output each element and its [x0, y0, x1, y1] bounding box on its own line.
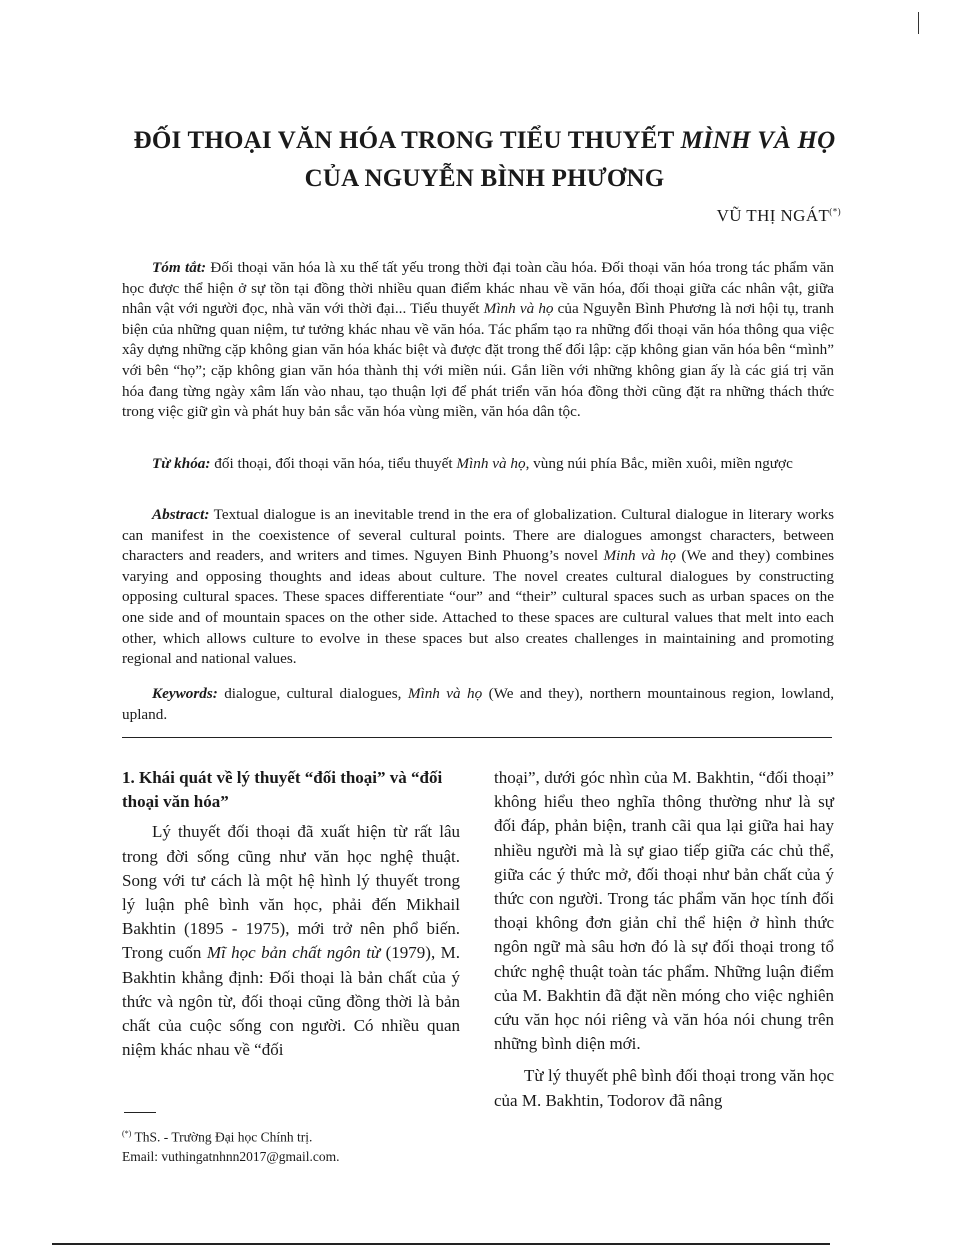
keywords-english: Keywords: dialogue, cultural dialogues, Mình và họ (We and they), northern mountainous region, lowland, upland.	[122, 685, 834, 723]
summary-vietnamese: Tóm tắt: Đối thoại văn hóa là xu thế tất yếu trong thời đại toàn cầu hóa. Đối thoại văn hóa trong tác phẩm văn học được thể hiện ở sự tồn tại đồng thời nhiều quan điểm khác nhau về văn hóa, đối thoại giữa các nhân vật, giữa nhân vật với người đọc, nhà văn với thời đại... Tiểu thuyết Mình và họ của Nguyễn Bình Phương là nơi hội tụ, tranh biện của những quan niệm, tư tưởng khác nhau về văn hóa. Tác phẩm tạo ra những đối thoại văn hóa thông qua việc xây dựng những cặp không gian văn hóa khác biệt và được đặt trong thế đối lập: cặp không gian văn hóa bên “mình” với bên “họ”; cặp không gian văn hóa thành thị với miền núi. Gắn liền với những không gian ấy là các giá trị văn hóa đang từng ngày xâm lấn vào nhau, tạo thuận lợi để phát triển văn hóa đồng thời cũng đặt ra những thách thức trong việc giữ gìn và phát huy bản sắc văn hóa vùng miền, văn hóa dân tộc.	[122, 259, 834, 421]
section-heading: 1. Khái quát về lý thuyết “đối thoại” và “đối thoại văn hóa”	[122, 768, 443, 812]
abstract-label: Abstract:	[152, 506, 210, 523]
body-paragraph: Từ lý thuyết phê bình đối thoại trong văn học của M. Bakhtin, Todorov đã nâng	[494, 1066, 834, 1110]
article-title	[60, 122, 909, 198]
footnote-affiliation: ThS. - Trường Đại học Chính trị.	[131, 1129, 313, 1145]
body-paragraph-continued: thoại”, dưới góc nhìn của M. Bakhtin, “đối thoại” không hiểu theo nghĩa thông thường như là sự đối đáp, phản biện, tranh cãi qua lại giữa hai hay nhiều người mà là sự giao tiếp giữa các chủ thể, giữa các ý thức mở, đối thoại như bản chất của ý thức con người. Trong tác phẩm văn học tính đối thoại không đơn giản chỉ thể hiện ở hình thức ngôn ngữ mà sâu hơn đó là sự đối thoại trong tổ chức nghệ thuật toàn tác phẩm. Những luận điểm của M. Bakhtin đã đặt nền móng cho việc nghiên cứu văn học nói riêng và văn hóa nói chung trên những bình diện mới.	[494, 768, 834, 1054]
column-left	[122, 766, 460, 1062]
title-novel-name: MÌNH VÀ HỌ	[680, 127, 836, 154]
title-text: ĐỐI THOẠI VĂN HÓA TRONG TIỂU THUYẾT	[133, 127, 681, 154]
footnote-mark: (*)	[122, 1129, 132, 1138]
footnote-email: Email: vuthingatnhnn2017@gmail.com.	[122, 1148, 340, 1164]
keywords-en-label: Keywords:	[152, 685, 218, 702]
author-footnote-mark: (*)	[829, 206, 841, 217]
summary-label: Tóm tắt:	[152, 259, 207, 276]
keywords-vi-label: Từ khóa:	[152, 455, 211, 472]
title-line-2: CỦA NGUYỄN BÌNH PHƯƠNG	[304, 165, 665, 192]
column-right	[494, 766, 834, 1113]
page-bottom-rule	[52, 1243, 830, 1245]
keywords-vietnamese: Từ khóa: đối thoại, đối thoại văn hóa, tiểu thuyết Mình và họ, vùng núi phía Bắc, miền xuôi, miền ngược	[152, 455, 793, 472]
body-paragraph: Lý thuyết đối thoại đã xuất hiện từ rất lâu trong đời sống cũng như văn học nghệ thuật. Song với tư cách là một hệ hình lý thuyết trong lý luận phê bình văn học, phải đến Mikhail Bakhtin (1895 - 1975), mới trở nên phổ biến. Trong cuốn Mĩ học bản chất ngôn từ (1979), M. Bakhtin khẳng định: Đối thoại là bản chất của ý thức và ngôn từ, đối thoại cũng đồng thời là bản chất của cuộc sống con người. Có nhiều quan niệm khác nhau về “đối	[122, 822, 460, 1060]
abstract-english: Abstract: Textual dialogue is an inevitable trend in the era of globalization. Cultural dialogue in literary works can manifest in the coexistence of several cultural points. There are dialogues amongst characters, between characters and readers, and writers and times. Nguyen Binh Phuong’s novel Minh và họ (We and they) combines varying and opposing thoughts and ideas about culture. The novel creates cultural dialogues by constructing opposing cultural spaces. These spaces differentiate “our” and “their” cultural spaces such as urban spaces on the one side and of mountain spaces on the other side. Attached to these spaces are cultural values that melt into each other, which allows culture to evolve in these spaces but also creates challenges in maintaining and promoting regional and national values.	[122, 506, 834, 668]
page-edge-mark	[918, 12, 919, 34]
footnote	[122, 1124, 340, 1166]
title-line-1	[60, 122, 909, 160]
footnote-divider	[124, 1112, 156, 1113]
author-name: VŨ THỊ NGÁT(*)	[716, 206, 841, 225]
abstract-divider	[122, 737, 832, 738]
